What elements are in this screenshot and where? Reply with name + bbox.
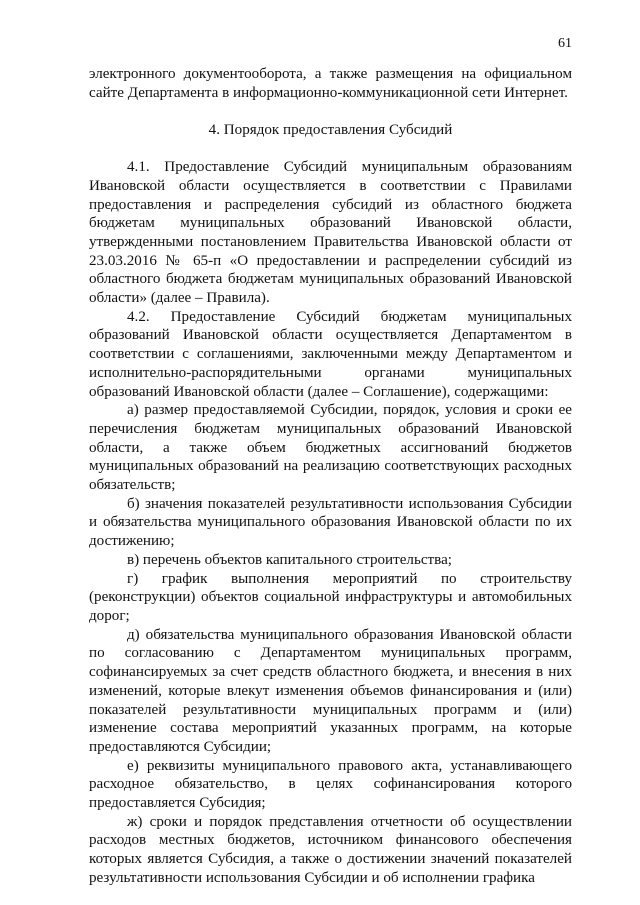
section-heading: 4. Порядок предоставления Субсидий [208, 122, 453, 139]
list-item-zh: ж) сроки и порядок представления отчетности об осуществлении расходов местных бюджетов, источником финансового обеспечения которых является Субсидия, а также о достижении значений показателей результативности использования Субсидии и об исполнении графика [89, 813, 572, 886]
paragraph-continuation: электронного документооборота, а также размещения на официальном сайте Департамента в информационно-коммуникационной сети Интернет. [89, 66, 572, 101]
list-item-d: д) обязательства муниципального образования Ивановской области по согласованию с Департаментом муниципальных программ, софинансируемых за счет средств областного бюджета, и внесения в них изменений, которые влекут изменения объемов финансирования и (или) показателей результативности муниципальных программ и (или) изменение состава мероприятий указанных программ, на которые предоставляются Субсидии; [89, 626, 572, 755]
list-item-b: б) значения показателей результативности использования Субсидии и обязательства муниципального образования Ивановской области по их достижению; [89, 495, 572, 550]
list-item-e: е) реквизиты муниципального правового акта, устанавливающего расходное обязательство, в целях софинансирования которого предоставляется Субсидия; [89, 757, 572, 812]
paragraph-4-1: 4.1. Предоставление Субсидий муниципальным образованиям Ивановской области осуществляется в соответствии с Правилами предоставления и распределения субсидий из областного бюджета бюджетам муниципальных образований Ивановской области, утвержденными постановлением Правительства Ивановской области от 23.03.2016 № 65-п «О предоставлении и распределении субсидий из областного бюджета бюджетам муниципальных образований Ивановской области» (далее – Правила). [89, 159, 572, 307]
list-item-g: г) график выполнения мероприятий по строительству (реконструкции) объектов социальной инфраструктуры и автомобильных дорог; [89, 570, 572, 624]
list-item-a: а) размер предоставляемой Субсидии, порядок, условия и сроки ее перечисления бюджетам муниципальных образований Ивановской области, а также объем бюджетных ассигнований бюджетов муниципальных образований на реализацию соответствующих расходных обязательств; [89, 402, 572, 494]
document-body [89, 65, 572, 888]
page-number: 61 [558, 36, 572, 51]
paragraph-4-2: 4.2. Предоставление Субсидий бюджетам муниципальных образований Ивановской области осуществляется Департаментом в соответствии с соглашениями, заключенными между Департаментом и исполнительно-распорядительными органами муниципальных образований Ивановской области (далее – Соглашение), содержащими: [89, 308, 572, 400]
list-item-v: в) перечень объектов капитального строительства; [127, 551, 452, 568]
